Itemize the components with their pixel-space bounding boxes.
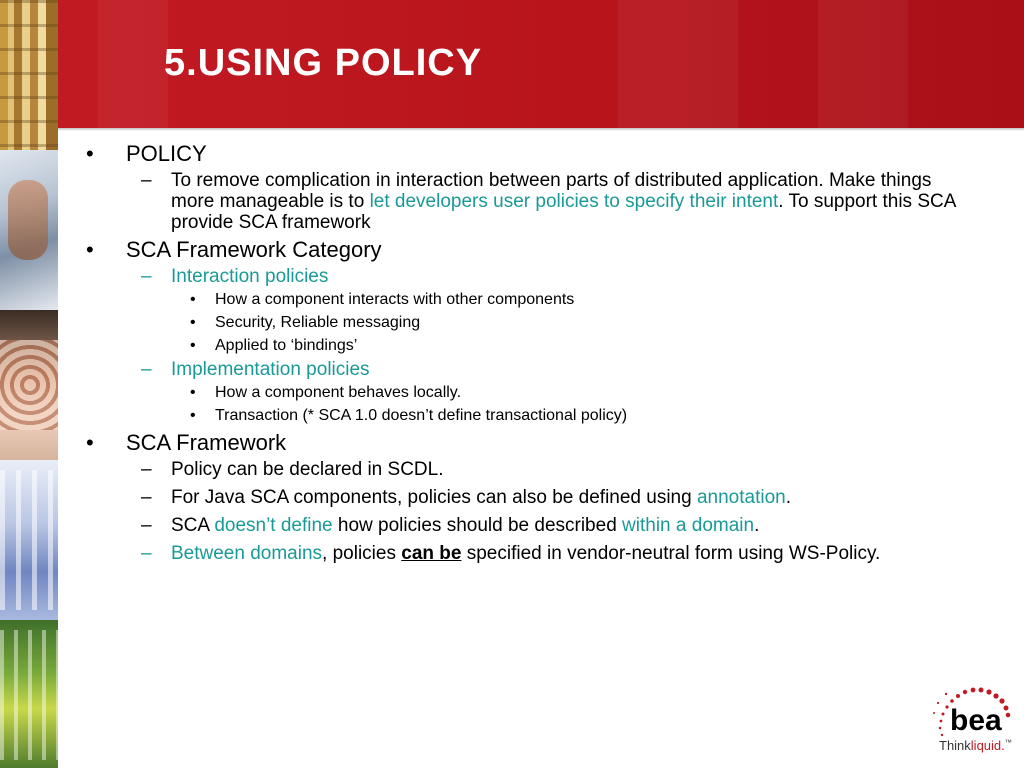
annotation-highlight: annotation	[696, 487, 786, 508]
list-item	[84, 406, 964, 426]
list-item	[84, 290, 964, 310]
can-be-emphasis: can be	[401, 543, 462, 564]
bullet-policy-text: POLICY	[126, 141, 207, 166]
hand-photo-detail	[8, 180, 48, 260]
list-item-text: Transaction (* SCA 1.0 doesn’t define transactional policy)	[215, 407, 628, 424]
framework-item-text: SCA	[171, 515, 215, 536]
bullet-marker: •	[190, 291, 196, 308]
slide-body	[84, 140, 964, 564]
framework-item-text: Policy can be declared in SCDL.	[171, 459, 444, 480]
framework-item-domain	[84, 515, 964, 536]
bullet-policy	[84, 141, 964, 167]
bullet-marker: •	[86, 430, 94, 455]
list-item-text: How a component interacts with other components	[215, 291, 575, 308]
between-domains-highlight: Between domains	[171, 543, 323, 564]
test-tubes-photo-detail	[0, 630, 58, 760]
list-item	[84, 336, 964, 356]
header-panel-decor	[98, 0, 168, 128]
list-item	[84, 313, 964, 333]
dash-marker: –	[141, 170, 152, 191]
list-item-text: How a component behaves locally.	[215, 384, 462, 401]
interaction-policies-label: Interaction policies	[171, 266, 329, 287]
slide-title: 5.USING POLICY	[164, 42, 483, 84]
trademark-mark: ™	[1004, 739, 1012, 747]
implementation-policies	[84, 359, 964, 380]
lab-equipment-photo-detail	[0, 470, 58, 610]
framework-item-text: .	[785, 487, 792, 508]
dash-marker: –	[141, 459, 152, 480]
framework-item-text: specified in vendor-neutral form using WS-Policy.	[461, 543, 881, 564]
photo-strip	[0, 0, 58, 768]
tagline-liquid: liquid.	[970, 738, 1005, 753]
bullet-marker: •	[86, 141, 94, 166]
bea-logo-text: bea	[950, 704, 1002, 737]
bullet-marker: •	[190, 337, 196, 354]
bullet-marker: •	[86, 237, 94, 262]
bullet-marker: •	[190, 314, 196, 331]
bullet-category	[84, 237, 964, 263]
framework-item-ws-policy	[84, 543, 964, 564]
bullet-category-text: SCA Framework Category	[126, 237, 382, 262]
framework-item-scdl	[84, 459, 964, 480]
dash-marker: –	[141, 266, 152, 287]
framework-item-text: .	[754, 515, 760, 536]
within-domain-highlight: within a domain	[622, 515, 755, 536]
header-panel-decor	[818, 0, 908, 128]
interaction-policies	[84, 266, 964, 287]
list-item-text: Security, Reliable messaging	[215, 314, 421, 331]
bullet-marker: •	[190, 407, 196, 424]
bullet-marker: •	[190, 384, 196, 401]
framework-item-text: how policies should be described	[332, 515, 623, 536]
tagline-think: Think	[939, 738, 971, 753]
header-shadow	[58, 128, 1024, 131]
logo-tagline	[939, 738, 1012, 753]
dash-marker: –	[141, 543, 152, 564]
bullet-framework-text: SCA Framework	[126, 430, 287, 455]
doesnt-define-highlight: doesn’t define	[214, 515, 333, 536]
list-item-text: Applied to ‘bindings’	[215, 337, 358, 354]
dash-marker: –	[141, 515, 152, 536]
implementation-policies-label: Implementation policies	[171, 359, 370, 380]
list-item	[84, 383, 964, 403]
bookshelf-photo-overlay	[0, 0, 58, 150]
framework-item-text: For Java SCA components, policies can also be defined using	[171, 487, 697, 508]
keypad-photo-detail	[0, 340, 58, 430]
policy-desc-part-a: To remove complication in interaction between parts of distributed application. Make things more manageable is to	[171, 170, 932, 212]
dash-marker: –	[141, 359, 152, 380]
header-panel-decor	[618, 0, 738, 128]
dash-marker: –	[141, 487, 152, 508]
framework-item-text: , policies	[322, 543, 402, 564]
bullet-framework	[84, 430, 964, 456]
policy-description	[84, 170, 964, 233]
framework-item-annotation	[84, 487, 964, 508]
policy-desc-highlight: let developers user policies to specify their intent	[369, 191, 779, 212]
policy-desc-part-c: . To support this SCA provide SCA framework	[171, 191, 956, 233]
